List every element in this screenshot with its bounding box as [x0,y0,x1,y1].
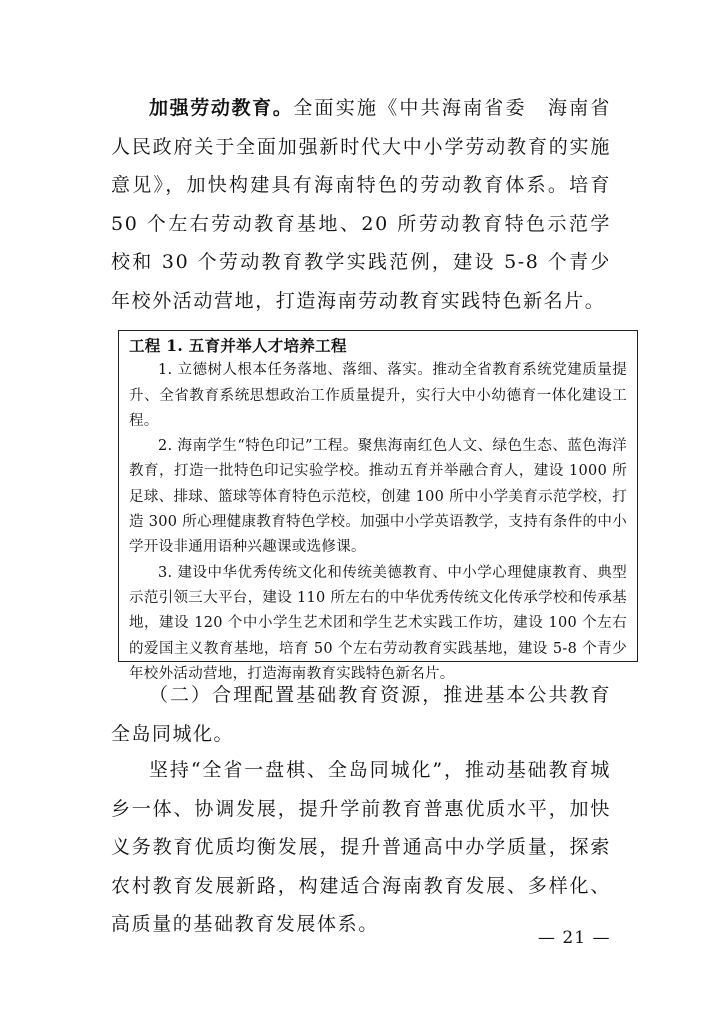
project-box [118,330,638,682]
labor-education-heading: 加强劳动教育。 [149,97,294,119]
labor-education-text [111,89,611,320]
project-item-2: 2. 海南学生“特色印记”工程。聚焦海南红色人文、绿色生态、蓝色海洋教育，打造一批特色印记实验学校。推动五育并举融合育人，建设 1000 所足球、排球、篮球等体育特色示范校，创建 100 所中小学美育示范学校，打造 300 所心理健康教育特色学校。加强中小学英语教学，支持有条件的中小学开设非通用语种兴趣课或选修课。 [129,438,627,556]
project-box-title: 工程 1. 五育并举人才培养工程 [129,336,347,355]
section-two-body: 坚持“全省一盘棋、全岛同城化”，推动基础教育城乡一体、协调发展，提升学前教育普惠优质水平，加快义务教育优质均衡发展，提升普通高中办学质量，探索农村教育发展新路，构建适合海南教育发展、多样化、高质量的基础教育发展体系。 [111,759,611,935]
project-item-3: 3. 建设中华优秀传统文化和传统美德教育、中小学心理健康教育、典型示范引领三大平台，建设 110 所左右的中华优秀传统文化传承学校和传承基地，建设 120 个中小学生艺术团和学生艺术实践工作坊，建设 100 个左右的爱国主义教育基地，培育 50 个左右劳动教育实践基地，建设 5-8 个青少年校外活动营地，打造海南教育实践特色新名片。 [129,564,627,682]
labor-education-body: 全面实施《中共海南省委 海南省人民政府关于全面加强新时代大中小学劳动教育的实施意见》，加快构建具有海南特色的劳动教育体系。培育 50 个左右劳动教育基地、20 所劳动教育特色示范学校和 30 个劳动教育教学实践范例，建设 5-8 个青少年校外活动营地，打造海南劳动教育实践特色新名片。 [111,97,611,312]
page-number: — 21 — [538,928,611,948]
labor-education-paragraph [111,89,611,320]
project-item-1: 1. 立德树人根本任务落地、落细、落实。推动全省教育系统党建质量提升、全省教育系统思想政治工作质量提升，实行大中小幼德育一体化建设工程。 [129,362,627,429]
section-two-heading: （二）合理配置基础教育资源，推进基本公共教育全岛同城化。 [111,684,611,745]
